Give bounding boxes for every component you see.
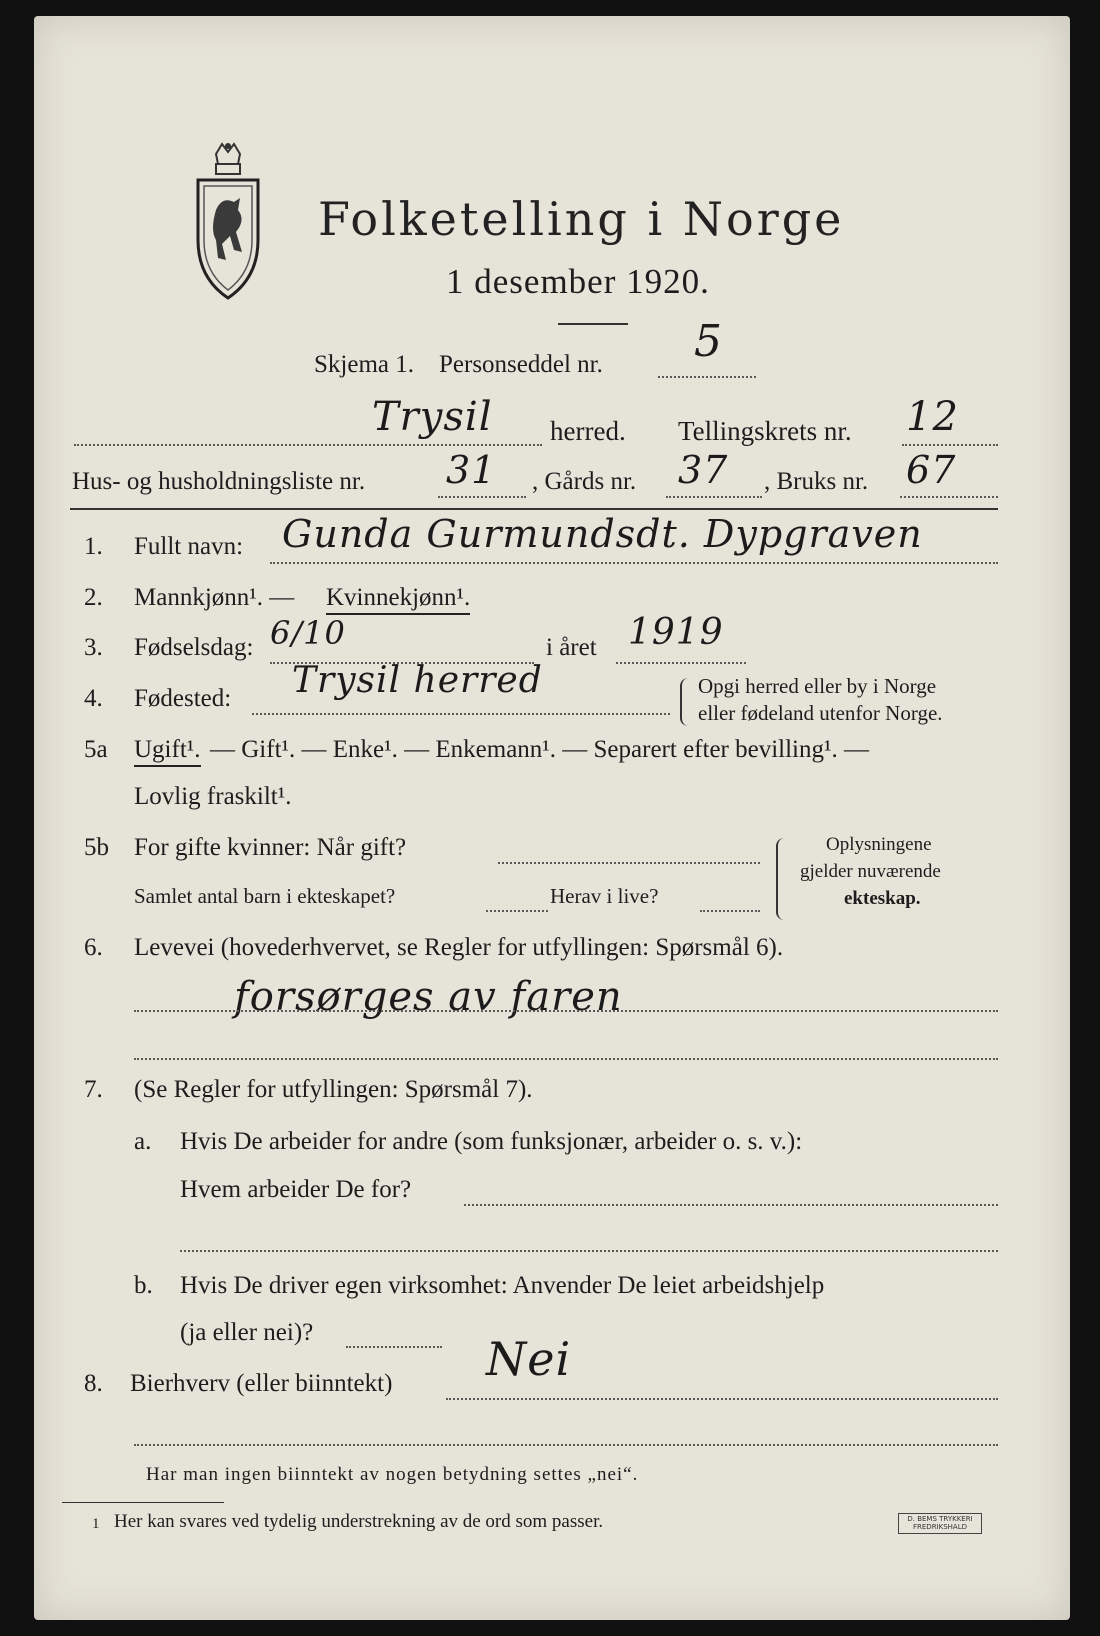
q4-note-line1: Opgi herred eller by i Norge: [698, 674, 937, 698]
husliste-line: [438, 496, 526, 498]
q7-label: (Se Regler for utfyllingen: Spørsmål 7).: [134, 1076, 533, 1103]
q5a-number: 5a: [84, 736, 108, 763]
q6-value: forsørges av faren: [234, 974, 623, 1020]
husliste-label: Hus- og husholdningsliste nr.: [72, 468, 366, 495]
q5a-other-options: — Gift¹. — Enke¹. — Enkemann¹. — Separert efter bevilling¹. —: [210, 736, 869, 763]
skjema-label: Skjema 1.: [314, 351, 414, 378]
census-date: 1 desember 1920.: [446, 262, 710, 301]
tellingskrets-value: 12: [906, 394, 959, 440]
gards-value: 37: [678, 448, 729, 492]
q1-line: [270, 562, 998, 564]
q5b-alive-label: Herav i live?: [550, 884, 659, 908]
census-form-sheet: [34, 16, 1070, 1620]
q6-number: 6.: [84, 934, 103, 961]
q4-number: 4.: [84, 685, 103, 712]
q4-note-line2: eller fødeland utenfor Norge.: [698, 701, 943, 725]
footnote-text: Her kan svares ved tydelig understrekning av de ord som passer.: [114, 1511, 604, 1532]
q8-value: Nei: [486, 1332, 572, 1386]
herred-value: Trysil: [372, 394, 493, 440]
footnote-divider: [62, 1502, 224, 1503]
q7b-help-label: (ja eller nei)?: [180, 1319, 314, 1346]
q5b-children-line: [486, 910, 548, 912]
herred-label: herred.: [550, 416, 626, 446]
q4-value: Trysil herred: [292, 660, 543, 701]
q5a-fraskilt-option: Lovlig fraskilt¹.: [134, 783, 292, 810]
q3-year-line: [616, 662, 746, 664]
q8-number: 8.: [84, 1370, 103, 1397]
gards-label: , Gårds nr.: [532, 468, 637, 495]
q3-number: 3.: [84, 634, 103, 661]
gards-line: [666, 496, 762, 498]
q2-male-option: Mannkjønn¹. —: [134, 584, 295, 611]
tellingskrets-line: [902, 444, 998, 446]
q7b-label: Hvis De driver egen virksomhet: Anvender De leiet arbeidshjelp: [180, 1272, 825, 1299]
q7b-letter: b.: [134, 1272, 153, 1299]
q4-line: [252, 713, 670, 715]
q7a-label: Hvis De arbeider for andre (som funksjonær, arbeider o. s. v.):: [180, 1128, 803, 1155]
q4-note-bracket: [680, 678, 690, 726]
q5b-married-line: [498, 862, 760, 864]
q7-number: 7.: [84, 1076, 103, 1103]
bruks-line: [900, 496, 998, 498]
q5b-note-line1: Oplysningene: [826, 834, 932, 855]
q1-number: 1.: [84, 533, 103, 560]
q5b-alive-line: [700, 910, 760, 912]
q8-line-1: [446, 1398, 998, 1400]
q3-year-label: i året: [546, 634, 597, 661]
q2-number: 2.: [84, 584, 103, 611]
q7a-employer-label: Hvem arbeider De for?: [180, 1176, 412, 1203]
q5b-note-line2: gjelder nuværende: [800, 861, 941, 882]
personseddel-line: [658, 376, 756, 378]
printer-stamp: D. BEMS TRYKKERI FREDRIKSHALD: [898, 1513, 982, 1534]
q3-label: Fødselsdag:: [134, 634, 254, 661]
bruks-value: 67: [906, 448, 957, 492]
footnote-mark: 1: [92, 1516, 100, 1532]
q7a-employer-line-2: [180, 1250, 998, 1252]
q4-label: Fødested:: [134, 685, 232, 712]
q6-label: Levevei (hovederhvervet, se Regler for utfyllingen: Spørsmål 6).: [134, 934, 784, 961]
q7b-help-line: [346, 1346, 442, 1348]
header-divider: [70, 508, 998, 510]
form-title: Folketelling i Norge: [318, 192, 845, 246]
q3-value: 6/10: [270, 614, 346, 652]
husliste-value: 31: [446, 448, 497, 492]
q6-line-1: [134, 1010, 998, 1012]
norwegian-coat-of-arms-icon: [192, 140, 264, 300]
q3-year-value: 1919: [628, 612, 724, 653]
q5b-number: 5b: [84, 834, 109, 861]
personseddel-value: 5: [694, 316, 723, 367]
q7a-letter: a.: [134, 1128, 152, 1155]
q5a-ugift-option: Ugift¹.: [134, 736, 201, 767]
q1-value: Gunda Gurmundsdt. Dypgraven: [282, 512, 923, 556]
q6-line-2: [134, 1058, 998, 1060]
biinntekt-note: Har man ingen biinntekt av nogen betydning settes „nei“.: [146, 1464, 639, 1485]
bruks-label: , Bruks nr.: [764, 468, 869, 495]
q5b-children-label: Samlet antal barn i ekteskapet?: [134, 884, 396, 908]
q8-line-2: [134, 1444, 998, 1446]
q1-label: Fullt navn:: [134, 533, 244, 560]
q2-female-option: Kvinnekjønn¹.: [326, 584, 470, 615]
q5b-note-line3: ekteskap.: [844, 888, 921, 909]
tellingskrets-label: Tellingskrets nr.: [678, 416, 852, 446]
personseddel-label: Personseddel nr.: [439, 351, 603, 378]
q7a-employer-line-1: [464, 1204, 998, 1206]
q5b-note-bracket: [776, 838, 786, 920]
q8-label: Bierhverv (eller biinntekt): [130, 1370, 393, 1397]
q5b-label: For gifte kvinner: Når gift?: [134, 834, 407, 861]
herred-line: [74, 444, 542, 446]
title-divider: [558, 323, 628, 325]
